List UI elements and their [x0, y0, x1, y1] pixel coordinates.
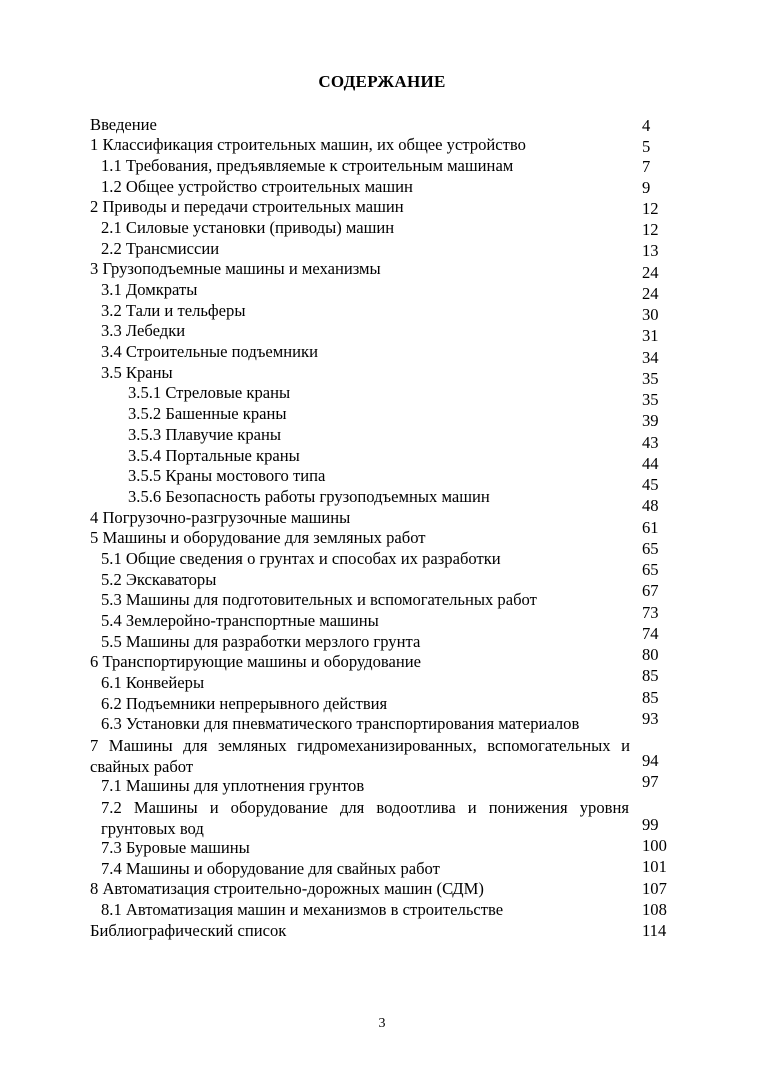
toc-entry-page: 39: [642, 411, 659, 430]
toc-entry-page: 45: [642, 475, 659, 494]
toc-entry-title: 4 Погрузочно-разгрузочные машины: [90, 508, 351, 527]
toc-entry-page: 65: [642, 560, 659, 579]
toc-entry-title: 5 Машины и оборудование для земляных работ: [90, 528, 426, 547]
toc-entry-page: 94: [642, 751, 659, 770]
toc-entry-page: 24: [642, 263, 659, 282]
toc-entry-title: 3.5.1 Стреловые краны: [128, 383, 291, 402]
toc-entry-title: 3.2 Тали и тельферы: [101, 301, 246, 320]
toc-entry-title: 7.2 Машины и оборудование для водоотлива и понижения уровня грунтовых вод: [101, 798, 629, 838]
page-title: СОДЕРЖАНИЕ: [318, 72, 446, 91]
toc-entry-page: 30: [642, 305, 659, 324]
toc-entry-page: 12: [642, 220, 659, 239]
toc-entry-title: 8 Автоматизация строительно-дорожных машин (СДМ): [90, 879, 484, 898]
toc-entry-title: 2.1 Силовые установки (приводы) машин: [101, 218, 395, 237]
toc-entry-title: 6.3 Установки для пневматического транспортирования материалов: [101, 714, 580, 733]
toc-entry-page: 61: [642, 518, 659, 537]
toc-entry-page: 85: [642, 666, 659, 685]
toc-entry-title: 6.2 Подъемники непрерывного действия: [101, 694, 388, 713]
toc-entry-title: 5.5 Машины для разработки мерзлого грунта: [101, 632, 421, 651]
toc-entry-title: 7 Машины для земляных гидромеханизированных, вспомогательных и свайных работ: [90, 736, 630, 776]
toc-entry-title: 5.3 Машины для подготовительных и вспомогательных работ: [101, 590, 537, 609]
toc-entry-title: 3.1 Домкраты: [101, 280, 198, 299]
toc-entry-page: 67: [642, 581, 659, 600]
toc-entry-page: 35: [642, 390, 659, 409]
toc-entry-title: 3.5.3 Плавучие краны: [128, 425, 282, 444]
toc-entry-title: 1.2 Общее устройство строительных машин: [101, 177, 413, 196]
toc-entry-page: 114: [642, 921, 667, 940]
toc-entry-title: 3.5.2 Башенные краны: [128, 404, 287, 423]
toc-entry-title: 3.5.5 Краны мостового типа: [128, 466, 326, 485]
toc-entry-title: Введение: [90, 115, 157, 134]
toc-entry-page: 9: [642, 178, 651, 197]
toc-entry-page: 4: [642, 116, 651, 135]
toc-entry-title: 7.4 Машины и оборудование для свайных работ: [101, 859, 440, 878]
toc-entry-title: 3.5.4 Портальные краны: [128, 446, 300, 465]
page-number: 3: [378, 1016, 386, 1031]
toc-entry-page: 100: [642, 836, 667, 855]
toc-entry-title: 1 Классификация строительных машин, их общее устройство: [90, 135, 526, 154]
toc-entry-title: 5.1 Общие сведения о грунтах и способах их разработки: [101, 549, 501, 568]
toc-entry-page: 34: [642, 348, 659, 367]
toc-entry-title: 5.2 Экскаваторы: [101, 570, 217, 589]
toc-entry-page: 44: [642, 454, 659, 473]
toc-entry-page: 80: [642, 645, 659, 664]
toc-entry-page: 74: [642, 624, 659, 643]
toc-entry-page: 99: [642, 815, 659, 834]
toc-entry-title: 3.5.6 Безопасность работы грузоподъемных машин: [128, 487, 490, 506]
toc-entry-page: 65: [642, 539, 659, 558]
toc-entry-page: 13: [642, 241, 659, 260]
toc-entry-page: 31: [642, 326, 659, 345]
toc-entry-page: 101: [642, 857, 667, 876]
toc-entry-page: 43: [642, 433, 659, 452]
toc-entry-page: 97: [642, 772, 659, 791]
toc-entry-page: 93: [642, 709, 659, 728]
toc-entry-page: 73: [642, 603, 659, 622]
toc-entry-title: 5.4 Землеройно-транспортные машины: [101, 611, 379, 630]
toc-entry-title: 8.1 Автоматизация машин и механизмов в строительстве: [101, 900, 504, 919]
toc-entry-title: 6.1 Конвейеры: [101, 673, 205, 692]
toc-entry-title: 3.5 Краны: [101, 363, 173, 382]
toc-entry-page: 85: [642, 688, 659, 707]
toc-entry-title: 7.3 Буровые машины: [101, 838, 250, 857]
toc-entry-title: 3.3 Лебедки: [101, 321, 186, 340]
toc-entry-title: Библиографический список: [90, 921, 287, 940]
toc-entry-page: 7: [642, 157, 651, 176]
toc-entry-page: 12: [642, 199, 659, 218]
toc-entry-title: 2 Приводы и передачи строительных машин: [90, 197, 404, 216]
toc-entry-title: 1.1 Требования, предъявляемые к строительным машинам: [101, 156, 514, 175]
toc-entry-page: 108: [642, 900, 667, 919]
toc-entry-page: 24: [642, 284, 659, 303]
toc-entry-title: 2.2 Трансмиссии: [101, 239, 220, 258]
toc-entry-title: 7.1 Машины для уплотнения грунтов: [101, 776, 365, 795]
toc-entry-page: 48: [642, 496, 659, 515]
toc-entry-page: 35: [642, 369, 659, 388]
toc-entry-page: 107: [642, 879, 667, 898]
toc-entry-title: 6 Транспортирующие машины и оборудование: [90, 652, 422, 671]
toc-entry-title: 3.4 Строительные подъемники: [101, 342, 318, 361]
toc-entry-page: 5: [642, 137, 651, 156]
toc-entry-title: 3 Грузоподъемные машины и механизмы: [90, 259, 381, 278]
